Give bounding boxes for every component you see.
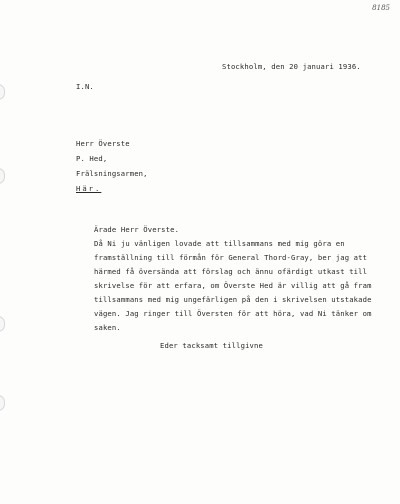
body-line: framställning till förmån för General Thord-Gray, ber jag att <box>94 253 368 262</box>
punch-hole <box>0 316 5 332</box>
salutation: Ärade Herr Överste. <box>94 225 180 234</box>
body-line: vägen. Jag ringer till Översten för att höra, vad Ni tänker om <box>94 309 372 318</box>
reference-initials: I.N. <box>76 82 94 91</box>
address-line-3: Frälsningsarmen, <box>76 169 148 178</box>
closing: Eder tacksamt tillgivne <box>160 341 263 350</box>
punch-hole <box>0 84 5 100</box>
punch-hole <box>0 395 5 411</box>
letter-body <box>94 240 372 338</box>
archive-number: 8185 <box>372 4 390 12</box>
body-line: saken. <box>94 323 121 332</box>
address-line-4: Här. <box>76 184 102 193</box>
body-line: härmed få översända att förslag och ännu ofärdigt utkast till <box>94 267 368 276</box>
body-line: tillsammans med mig ungefärligen på den i skrivelsen utstakade <box>94 295 372 304</box>
address-line-1: Herr Överste <box>76 139 130 148</box>
punch-hole <box>0 168 5 184</box>
dateline: Stockholm, den 20 januari 1936. <box>222 62 361 71</box>
address-line-2: P. Hed, <box>76 154 108 163</box>
body-line: skrivelse för att erfara, om Överste Hed är villig att gå fram <box>94 281 372 290</box>
body-line: Då Ni ju vänligen lovade att tillsammans med mig göra en <box>94 239 345 248</box>
